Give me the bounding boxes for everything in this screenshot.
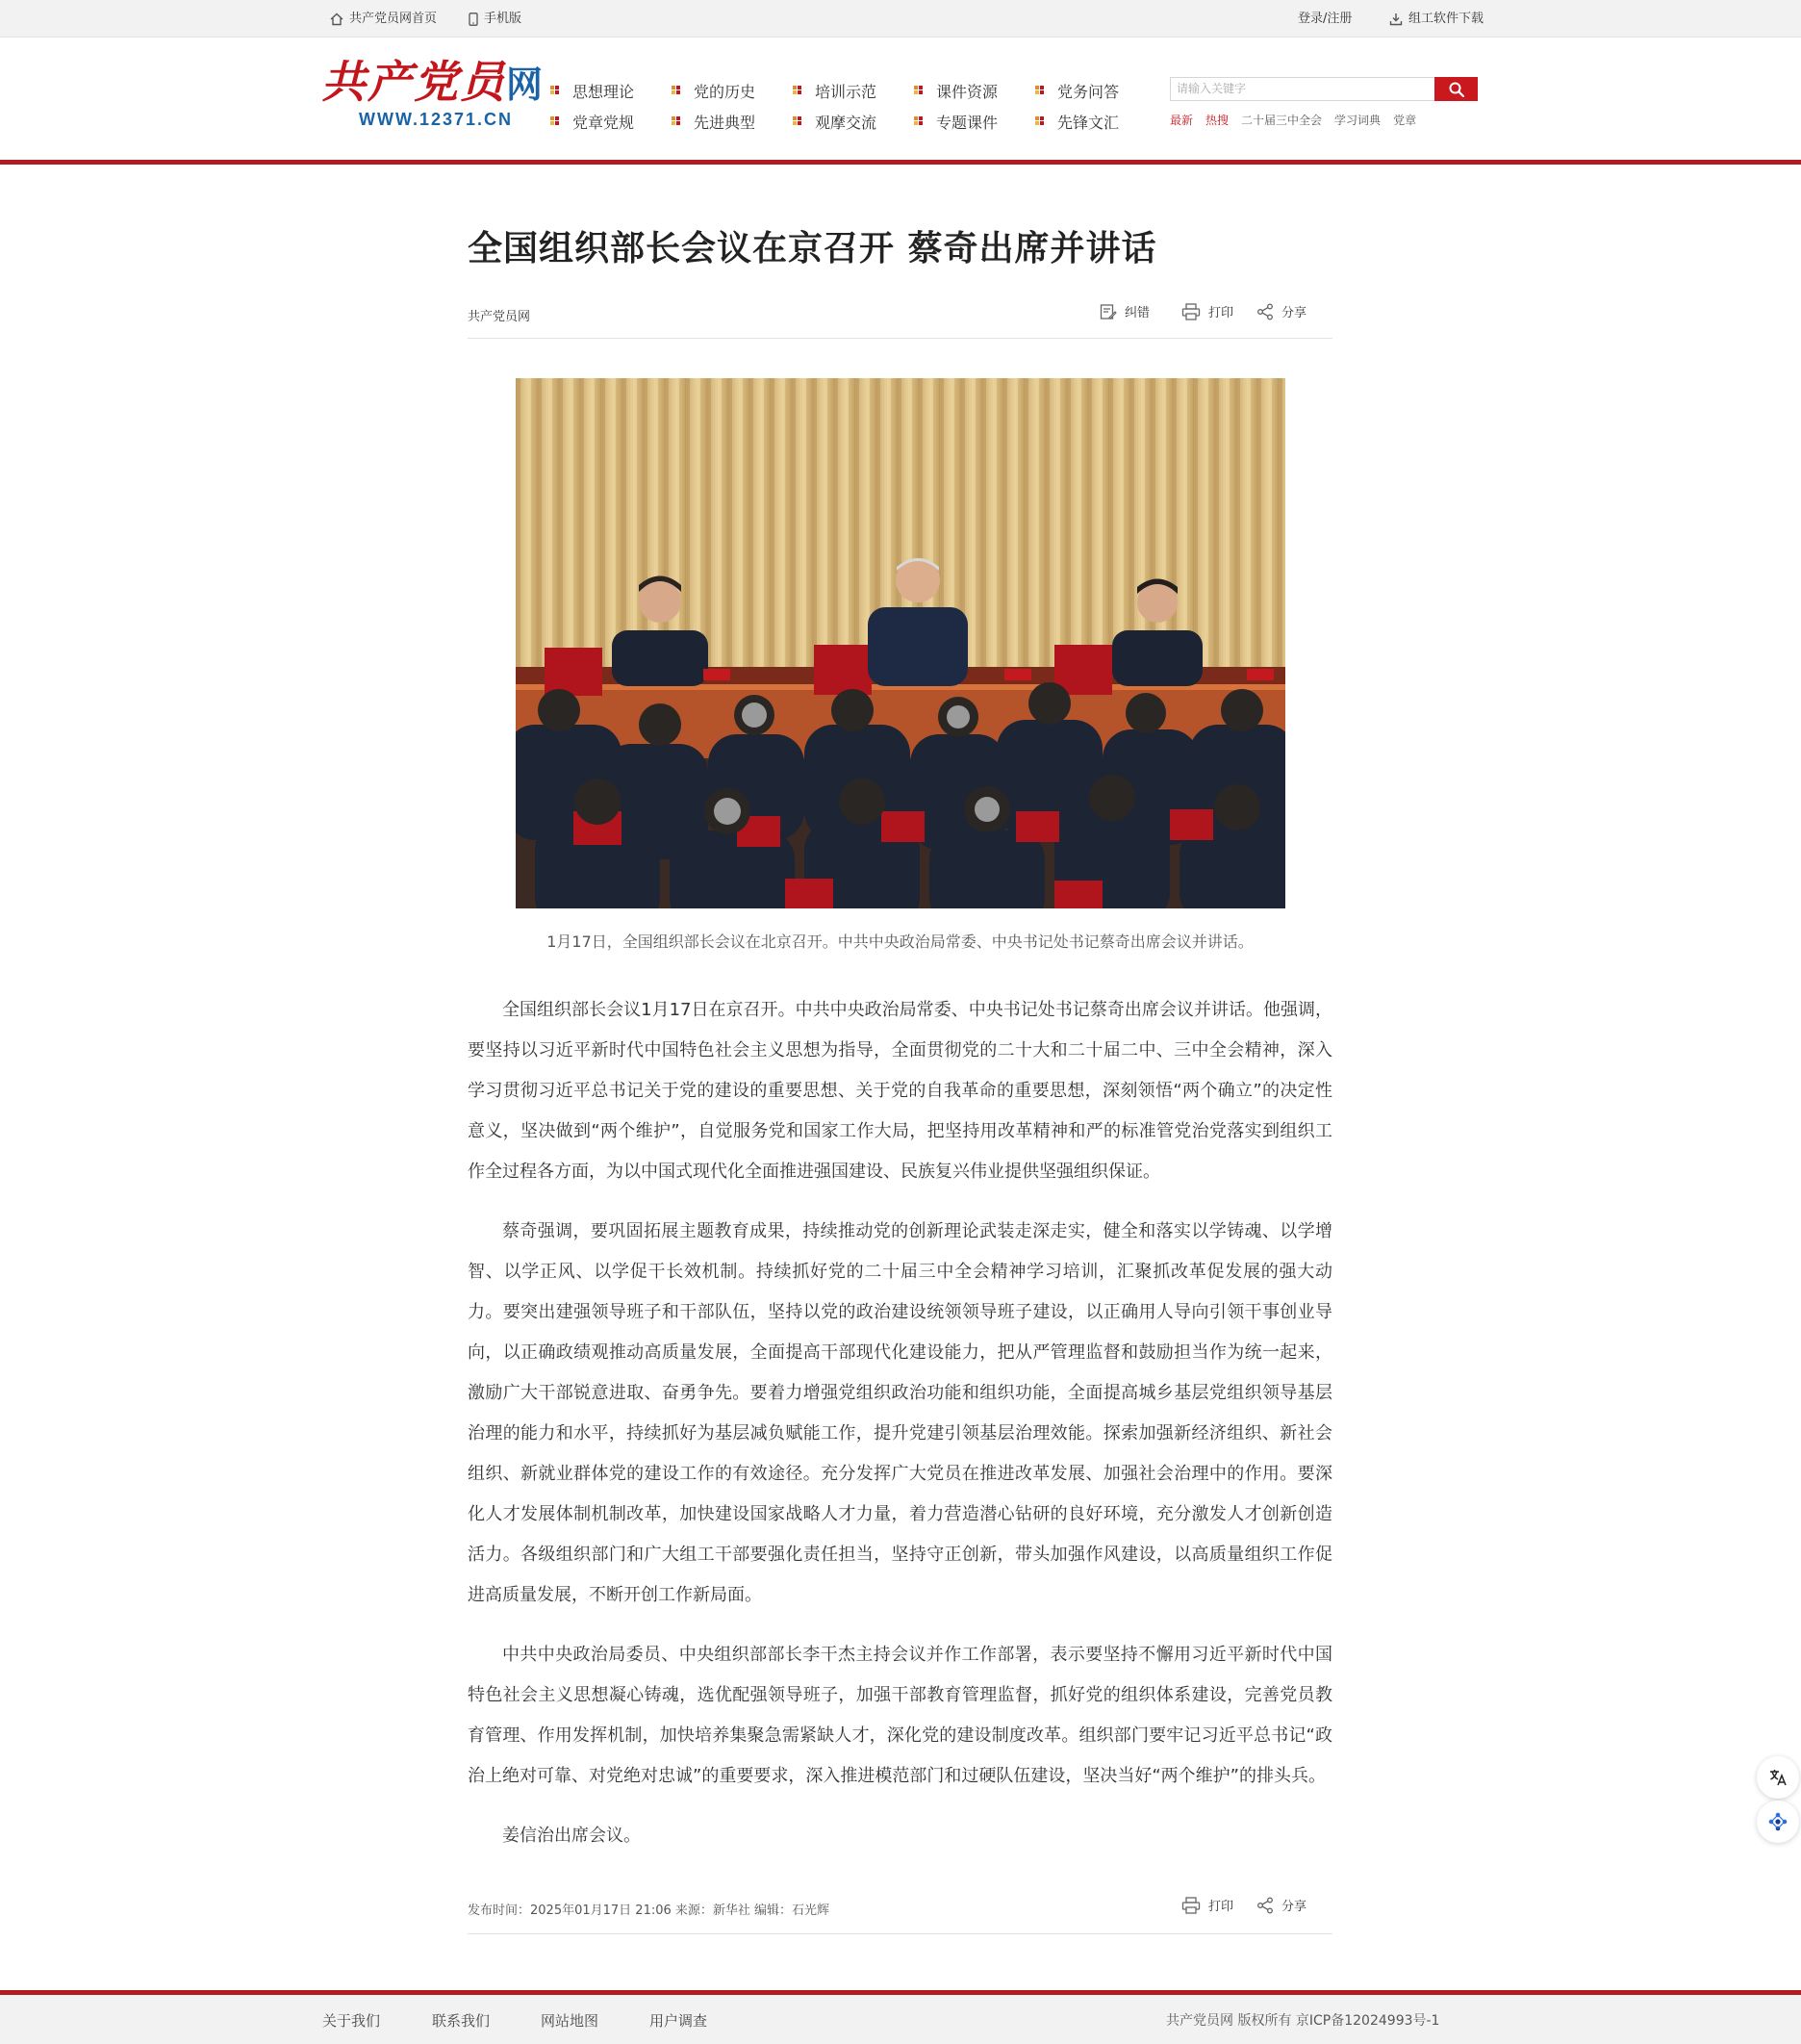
search-button[interactable]: [1434, 77, 1478, 101]
login-link-label: 登录/注册: [1298, 12, 1353, 26]
bullet-icon: [672, 116, 681, 126]
print-icon: [1181, 1897, 1201, 1914]
hot-search-links: [1170, 112, 1416, 128]
login-link[interactable]: [1298, 0, 1352, 38]
bullet-icon: [550, 116, 560, 126]
correct-label: 纠错: [1125, 306, 1151, 320]
share-icon: [1256, 1897, 1274, 1914]
footer-link-survey[interactable]: 用户调查: [649, 2012, 708, 2030]
nav-item-label: 党的历史: [694, 82, 756, 101]
nav-item-label: 培训示范: [815, 82, 877, 101]
top-bar: [0, 0, 1801, 38]
nav-item[interactable]: [672, 80, 755, 101]
publish-meta-row: [468, 1894, 1332, 1934]
download-link[interactable]: [1389, 0, 1484, 38]
print-label: 打印: [1208, 1900, 1234, 1914]
translate-icon: [1768, 1768, 1788, 1787]
bullet-icon: [914, 116, 924, 126]
article-title: 全国组织部长会议在京召开 蔡奇出席并讲话: [468, 229, 1157, 268]
hot-link[interactable]: 学习词典: [1334, 114, 1382, 127]
nav-item[interactable]: [1035, 111, 1119, 132]
download-icon: [1389, 13, 1403, 26]
hot-link[interactable]: 二十届三中全会: [1241, 114, 1323, 127]
site-header: [0, 38, 1801, 160]
correct-button[interactable]: [1100, 302, 1150, 320]
footer-link-contact[interactable]: 联系我们: [432, 2012, 491, 2030]
edit-icon: [1100, 303, 1117, 320]
hot-link[interactable]: 最新: [1170, 114, 1194, 127]
hot-link[interactable]: 党章: [1393, 114, 1417, 127]
article-paragraph: 全国组织部长会议1月17日在京召开。中共中央政治局常委、中央书记处书记蔡奇出席会议并讲话。他强调，要坚持以习近平新时代中国特色社会主义思想为指导，全面贯彻党的二十大和二十届二中、三中全会精神，深入学习贯彻习近平总书记关于党的建设的重要思想、关于党的自我革命的重要思想，深刻领悟“两个确立”的决定性意义，坚决做到“两个维护”，自觉服务党和国家工作大局，把坚持用改革精神和严的标准管党治党落实到组织工作全过程各方面，为以中国式现代化全面推进强国建设、民族复兴伟业提供坚强组织保证。: [468, 1000, 1332, 1182]
bullet-icon: [672, 86, 681, 95]
nav-item-label: 先锋文汇: [1057, 113, 1120, 132]
publish-meta: 发布时间：2025年01月17日 21:06 来源：新华社 编辑：石光辉: [468, 1903, 830, 1918]
logo-url: WWW.12371.CN: [359, 110, 514, 129]
logo-title-text: 共产党员: [321, 56, 506, 108]
nav-item-label: 观摩交流: [815, 113, 877, 132]
nav-item-label: 党章党规: [572, 113, 635, 132]
assistant-button[interactable]: [1757, 1801, 1799, 1843]
mobile-icon: [469, 13, 478, 26]
nav-item[interactable]: [1035, 80, 1119, 101]
search-input[interactable]: 请输入关键字: [1170, 77, 1435, 101]
print-icon: [1181, 303, 1201, 320]
bullet-icon: [1035, 116, 1045, 126]
bullet-icon: [914, 86, 924, 95]
search-icon: [1448, 81, 1465, 98]
home-link-label: 共产党员网首页: [349, 12, 438, 26]
site-logo[interactable]: [321, 58, 545, 109]
translate-button[interactable]: [1757, 1756, 1799, 1799]
nav-item-label: 专题课件: [936, 113, 999, 132]
logo-wang-text: 网: [506, 63, 545, 106]
mobile-link-label: 手机版: [484, 12, 522, 26]
nav-item[interactable]: [914, 80, 998, 101]
site-footer: [0, 1995, 1801, 2044]
nav-item[interactable]: [550, 80, 634, 101]
home-link[interactable]: [330, 0, 437, 38]
photo-caption: 1月17日，全国组织部长会议在北京召开。中共中央政治局常委、中央书记处书记蔡奇出席会议并讲话。: [546, 933, 1254, 951]
nav-item-label: 党务问答: [1057, 82, 1120, 101]
footer-link-about[interactable]: 关于我们: [322, 2012, 381, 2030]
share-icon: [1256, 303, 1274, 320]
bullet-icon: [793, 116, 802, 126]
article-paragraph: 中共中央政治局委员、中央组织部部长李干杰主持会议并作工作部署，表示要坚持不懈用习近平新时代中国特色社会主义思想凝心铸魂，选优配强领导班子，加强干部教育管理监督，抓好党的组织体系建设，完善党员教育管理、作用发挥机制，加快培养集聚急需紧缺人才，深化党的建设制度改革。组织部门要牢记习近平总书记“政治上绝对可靠、对党绝对忠诚”的重要要求，深入推进模范部门和过硬队伍建设，坚决当好“两个维护”的排头兵。: [468, 1645, 1332, 1786]
print-button[interactable]: [1181, 302, 1233, 320]
print-button-bottom[interactable]: [1181, 1896, 1233, 1914]
share-button[interactable]: [1256, 302, 1306, 320]
bullet-icon: [793, 86, 802, 95]
footer-link-sitemap[interactable]: 网站地图: [541, 2012, 599, 2030]
print-label: 打印: [1208, 306, 1234, 320]
bullet-icon: [1035, 86, 1045, 95]
nav-item[interactable]: [793, 80, 876, 101]
home-icon: [330, 13, 343, 26]
article-meta-row: [468, 306, 1332, 339]
nav-item-label: 先进典型: [694, 113, 756, 132]
assistant-icon: [1767, 1811, 1788, 1832]
header-divider: [0, 160, 1801, 165]
download-link-label: 组工软件下载: [1408, 12, 1484, 26]
article-paragraph: 姜信治出席会议。: [502, 1826, 641, 1846]
nav-item-label: 思想理论: [572, 82, 635, 101]
article-paragraph: 蔡奇强调，要巩固拓展主题教育成果，持续推动党的创新理论武装走深走实，健全和落实以学铸魂、以学增智、以学正风、以学促干长效机制。持续抓好党的二十届三中全会精神学习培训，汇聚抓改革促发展的强大动力。要突出建强领导班子和干部队伍，坚持以党的政治建设统领领导班子建设，以正确用人导向引领干事创业导向，以正确政绩观推动高质量发展，全面提高干部现代化建设能力，把从严管理监督和鼓励担当作为统一起来，激励广大干部锐意进取、奋勇争先。要着力增强党组织政治功能和组织功能，全面提高城乡基层党组织领导基层治理的能力和水平，持续抓好为基层减负赋能工作，提升党建引领基层治理效能。探索加强新经济组织、新社会组织、新就业群体党的建设工作的有效途径。充分发挥广大党员在推进改革发展、加强社会治理中的作用。要深化人才发展体制机制改革，加快建设国家战略人才力量，着力营造潜心钻研的良好环境，充分激发人才创新创造活力。各级组织部门和广大组工干部要强化责任担当，坚持守正创新，带头加强作风建设，以高质量组织工作促进高质量发展，不断开创工作新局面。: [468, 1221, 1332, 1605]
share-label: 分享: [1281, 1900, 1307, 1914]
nav-item-label: 课件资源: [936, 82, 999, 101]
nav-item[interactable]: [550, 111, 634, 132]
article-photo: [516, 378, 1285, 908]
share-button-bottom[interactable]: [1256, 1896, 1306, 1914]
nav-item[interactable]: [793, 111, 876, 132]
mobile-link[interactable]: [469, 0, 521, 38]
nav-item[interactable]: [672, 111, 755, 132]
bullet-icon: [550, 86, 560, 95]
nav-item[interactable]: [914, 111, 998, 132]
share-label: 分享: [1281, 306, 1307, 320]
article-source: 共产党员网: [468, 310, 531, 324]
footer-copyright: 共产党员网 版权所有 京ICP备12024993号-1: [1166, 2013, 1440, 2029]
hot-link[interactable]: 热搜: [1205, 114, 1230, 127]
